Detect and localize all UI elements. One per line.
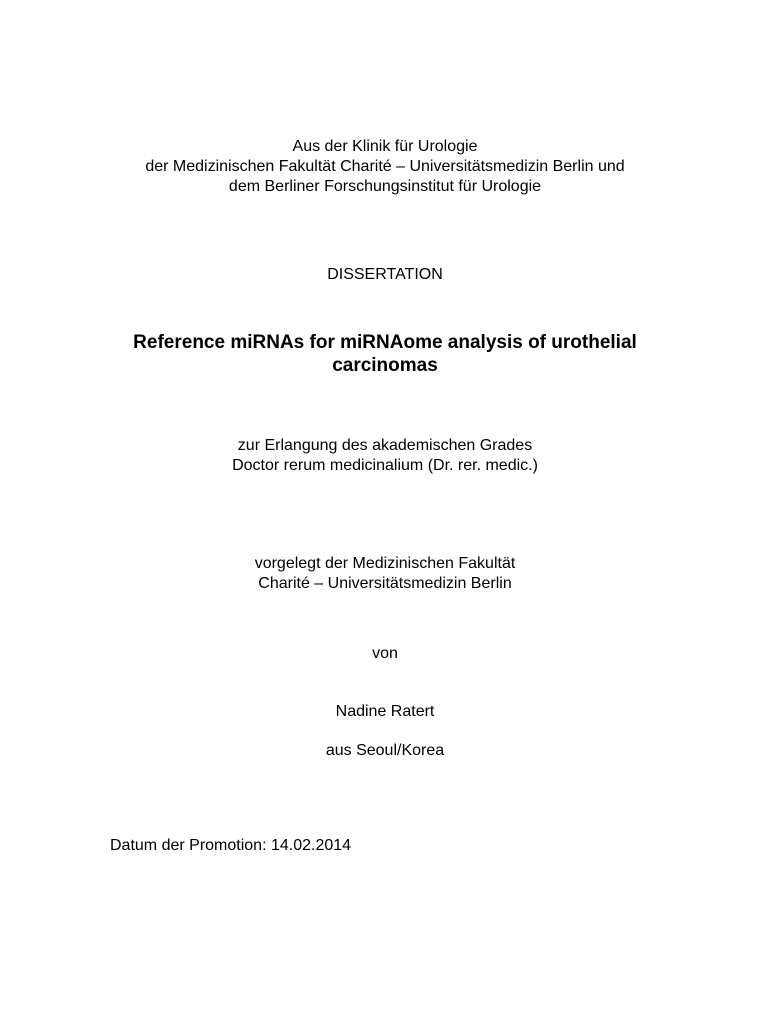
author-origin: aus Seoul/Korea — [325, 742, 445, 759]
promotion-date: Datum der Promotion: 14.02.2014 — [110, 837, 352, 854]
title-line-2: carcinomas — [332, 355, 438, 376]
document-type: DISSERTATION — [327, 266, 443, 283]
institution-line-3: dem Berliner Forschungsinstitut für Urologie — [228, 178, 542, 195]
institution-header — [0, 137, 770, 197]
institution-line-2: der Medizinischen Fakultät Charité – Universitätsmedizin Berlin und — [145, 158, 625, 175]
institution-line-1: Aus der Klinik für Urologie — [292, 138, 478, 155]
purpose-line-2: Doctor rerum medicinalium (Dr. rer. medic.) — [232, 457, 538, 474]
author-name: Nadine Ratert — [335, 703, 435, 720]
von-label: von — [372, 645, 398, 662]
dissertation-title — [0, 331, 770, 377]
submitted-line-2: Charité – Universitätsmedizin Berlin — [258, 575, 512, 592]
degree-purpose — [0, 436, 770, 476]
title-line-1: Reference miRNAs for miRNAome analysis of urothelial — [133, 332, 637, 353]
purpose-line-1: zur Erlangung des akademischen Grades — [237, 437, 533, 454]
submitted-to — [0, 554, 770, 594]
submitted-line-1: vorgelegt der Medizinischen Fakultät — [254, 555, 516, 572]
